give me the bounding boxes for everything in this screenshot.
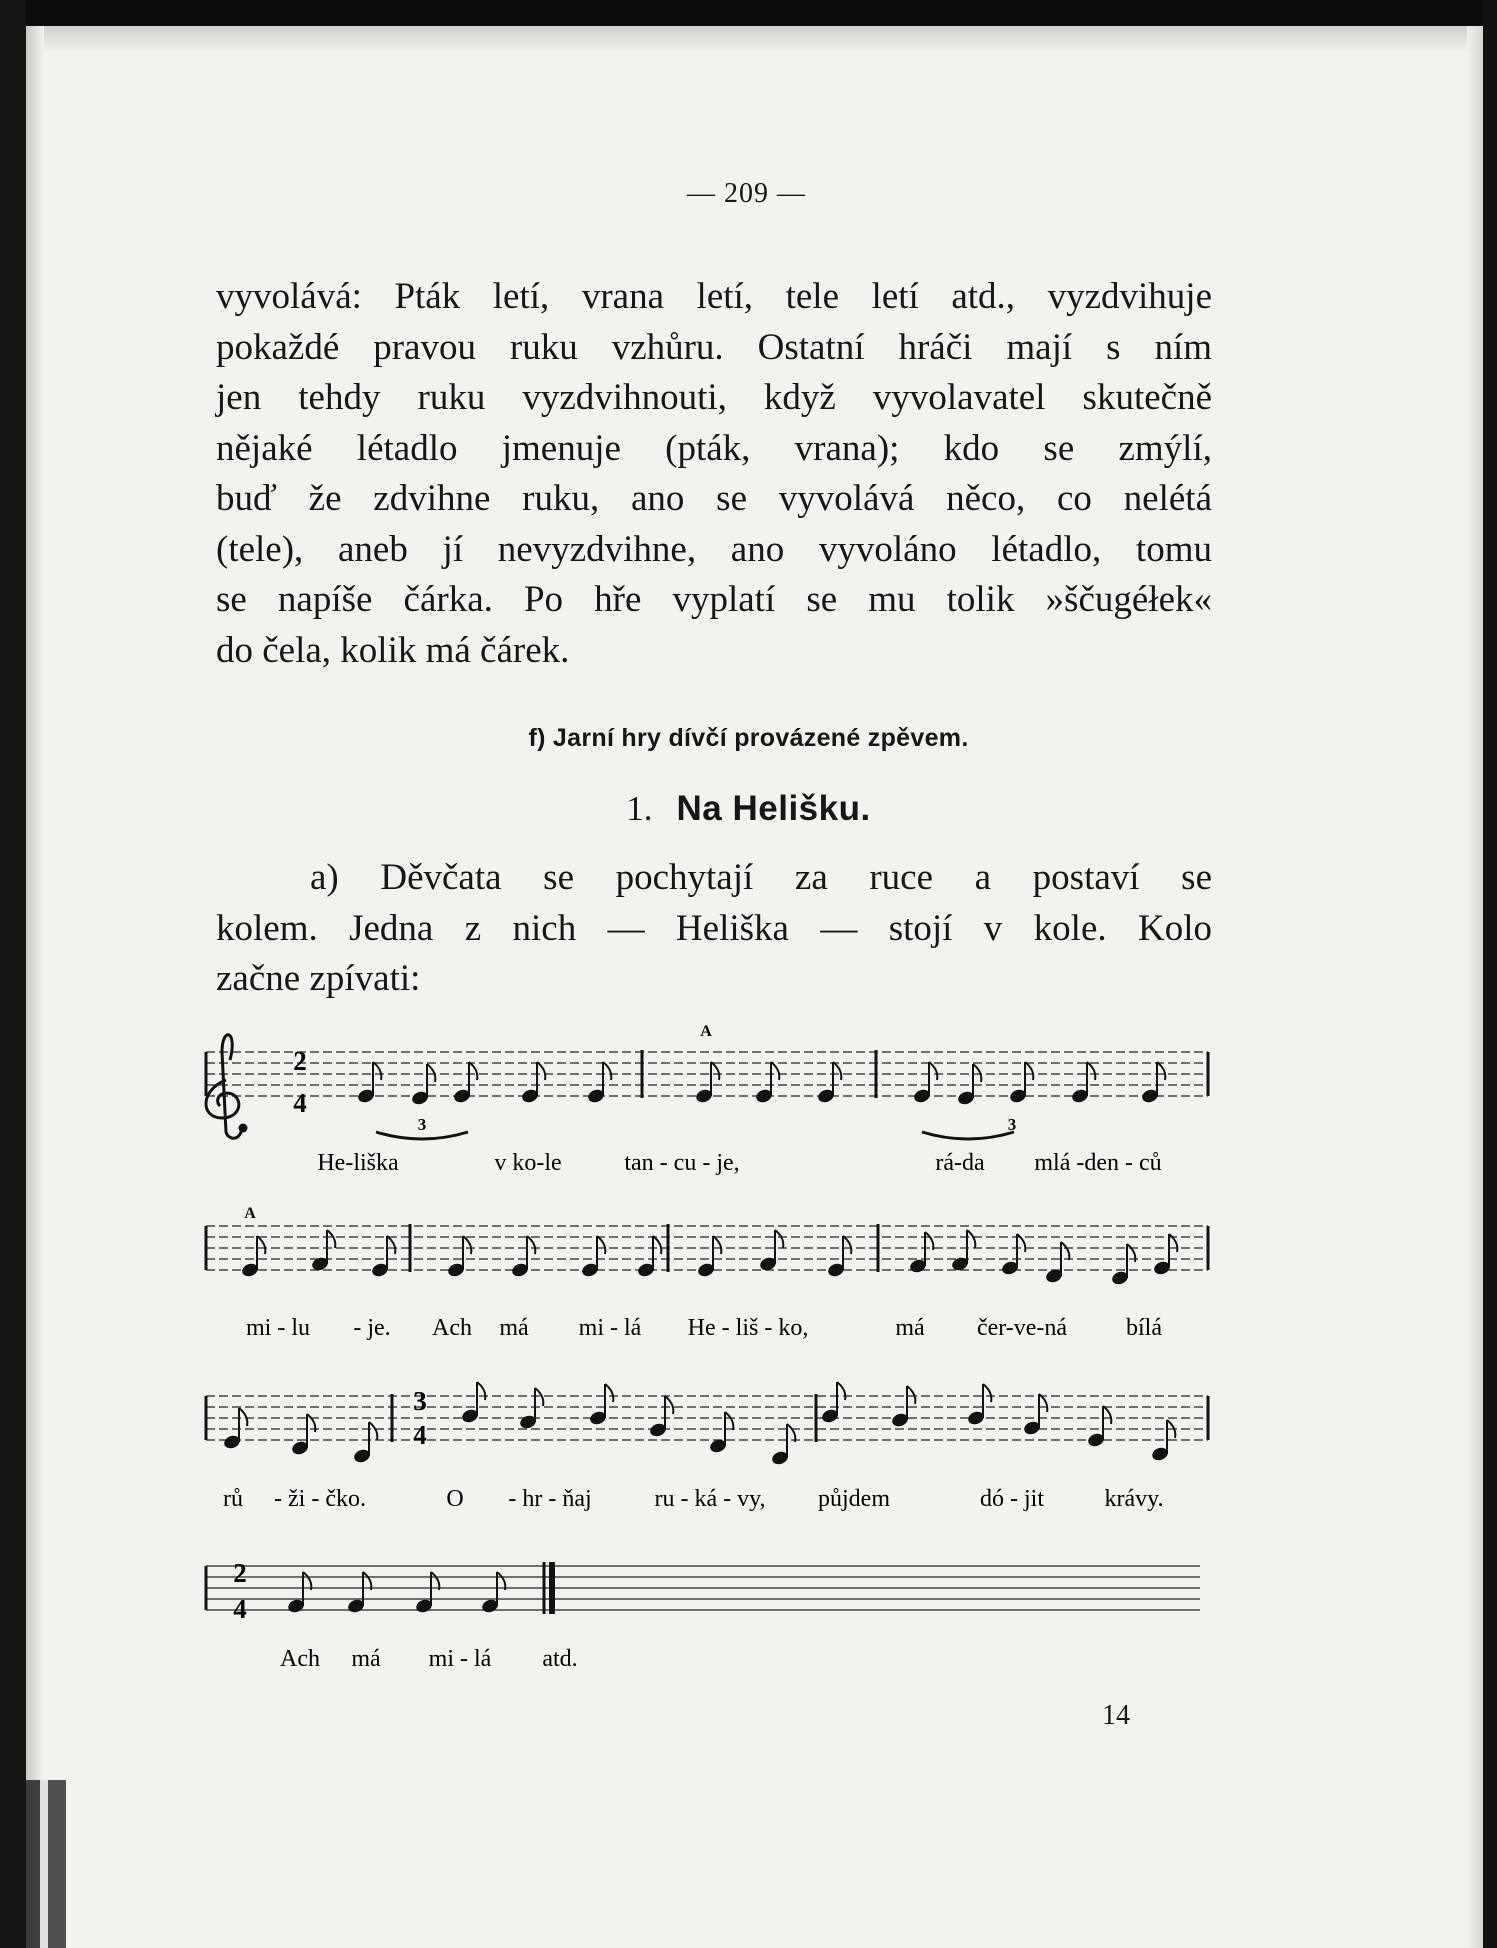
- time-signature-bottom: 4: [413, 1420, 427, 1450]
- lyric-syllable: O: [446, 1486, 464, 1512]
- prose-line: se napíše čárka. Po hře vyplatí se mu tolik »ščugéłek«: [216, 579, 1212, 620]
- note-flag: [327, 1230, 335, 1248]
- note-flag: [843, 1236, 851, 1254]
- note-flag: [427, 1064, 435, 1082]
- section-heading: f) Jarní hry dívčí provázené zpěvem.: [528, 724, 969, 752]
- intro-line: kolem. Jedna z nich — Heliška — stojí v kole. Kolo: [216, 907, 1212, 949]
- accent-mark: A: [700, 1023, 712, 1040]
- note-flag: [653, 1236, 661, 1254]
- triplet-mark: 3: [1007, 1115, 1017, 1134]
- lyric-syllable: Ach: [432, 1315, 472, 1341]
- lyric-syllable: mlá -den - ců: [1034, 1150, 1162, 1176]
- page-number: — 209 —: [687, 178, 806, 209]
- intro-line: začne zpívati:: [216, 958, 421, 999]
- note-flag: [775, 1230, 783, 1248]
- prose-line: vyvolává: Pták letí, vrana letí, tele letí atd., vyzdvihuje: [216, 276, 1212, 317]
- lyric-syllable: mi - lá: [428, 1646, 492, 1672]
- time-signature-top: 2: [293, 1046, 307, 1076]
- note-flag: [469, 1062, 477, 1080]
- song-name: Na Helišku.: [676, 789, 871, 828]
- time-signature-bottom: 4: [233, 1594, 247, 1624]
- lyric-syllable: mi - lá: [578, 1315, 642, 1341]
- prose-line: nějaké létadlo jmenuje (pták, vrana); kdo se zmýlí,: [216, 427, 1212, 469]
- note-flag: [713, 1236, 721, 1254]
- triplet-mark: 3: [417, 1115, 427, 1134]
- lyric-syllable: v ko-le: [494, 1150, 562, 1176]
- lyric-syllable: rů: [223, 1486, 243, 1512]
- time-signature-top: 3: [413, 1386, 427, 1416]
- note-flag: [833, 1062, 841, 1080]
- lyric-syllable: ru - ká - vy,: [654, 1486, 766, 1512]
- note-flag: [665, 1396, 673, 1414]
- note-flag: [711, 1062, 719, 1080]
- signature-mark: 14: [1102, 1700, 1130, 1731]
- note-flag: [1157, 1062, 1165, 1080]
- lyric-syllable: rá-da: [935, 1150, 985, 1176]
- note-flag: [597, 1236, 605, 1254]
- prose-line: jen tehdy ruku vyzdvihnouti, když vyvolavatel skutečně: [216, 377, 1212, 418]
- note-flag: [929, 1062, 937, 1080]
- lyric-syllable: čer-ve-ná: [976, 1315, 1068, 1341]
- note-flag: [373, 1062, 381, 1080]
- note-flag: [967, 1230, 975, 1248]
- lyric-syllable: Ach: [280, 1646, 320, 1672]
- note-flag: [387, 1236, 395, 1254]
- note-flag: [477, 1382, 485, 1400]
- note-flag: [725, 1412, 733, 1430]
- lyric-syllable: krávy.: [1104, 1486, 1164, 1512]
- lyric-syllable: má: [499, 1315, 529, 1341]
- note-flag: [605, 1384, 613, 1402]
- note-flag: [1103, 1406, 1111, 1424]
- note-flag: [983, 1384, 991, 1402]
- lyric-syllable: dó - jit: [980, 1486, 1044, 1512]
- slur: [922, 1132, 1014, 1139]
- lyric-syllable: - je.: [353, 1315, 391, 1341]
- note-flag: [603, 1062, 611, 1080]
- note-flag: [239, 1408, 247, 1426]
- lyric-syllable: He-liška: [317, 1150, 399, 1176]
- note-flag: [257, 1236, 265, 1254]
- note-flag: [973, 1064, 981, 1082]
- note-flag: [537, 1062, 545, 1080]
- lyric-syllable: bílá: [1126, 1315, 1162, 1341]
- song-number: 1.: [626, 789, 653, 828]
- note-flag: [527, 1236, 535, 1254]
- lyrics: [223, 1150, 1164, 1672]
- prose-line: pokaždé pravou ruku vzhůru. Ostatní hráči mají s ním: [216, 326, 1212, 368]
- accent-mark: A: [244, 1205, 256, 1222]
- time-signature-top: 2: [233, 1558, 247, 1588]
- lyric-syllable: tan - cu - je,: [624, 1150, 740, 1176]
- lyric-syllable: - hr - ňaj: [508, 1486, 592, 1512]
- time-signature-bottom: 4: [293, 1088, 307, 1118]
- lyric-syllable: atd.: [542, 1646, 578, 1672]
- lyric-syllable: má: [895, 1315, 925, 1341]
- intro-line: a) Děvčata se pochytají za ruce a postaví se: [310, 857, 1212, 898]
- note-flag: [907, 1386, 915, 1404]
- prose-line: buď že zdvihne ruku, ano se vyvolává něco, co nelétá: [216, 478, 1212, 519]
- note-flag: [1025, 1062, 1033, 1080]
- note-flag: [535, 1388, 543, 1406]
- lyric-syllable: má: [351, 1646, 381, 1672]
- note-flag: [1087, 1062, 1095, 1080]
- note-flag: [369, 1422, 377, 1440]
- lyric-syllable: mi - lu: [246, 1315, 310, 1341]
- prose-line: do čela, kolik má čárek.: [216, 629, 570, 671]
- note-flag: [837, 1382, 845, 1400]
- note-flag: [771, 1062, 779, 1080]
- lyric-syllable: - ži - čko.: [274, 1486, 366, 1512]
- lyric-syllable: půjdem: [818, 1486, 890, 1512]
- lyric-syllable: He - liš - ko,: [687, 1315, 809, 1341]
- note-flag: [463, 1236, 471, 1254]
- note-flag: [1061, 1242, 1069, 1260]
- prose-line: (tele), aneb jí nevyzdvihne, ano vyvoláno létadlo, tomu: [216, 528, 1212, 570]
- treble-clef-icon: [206, 1035, 246, 1139]
